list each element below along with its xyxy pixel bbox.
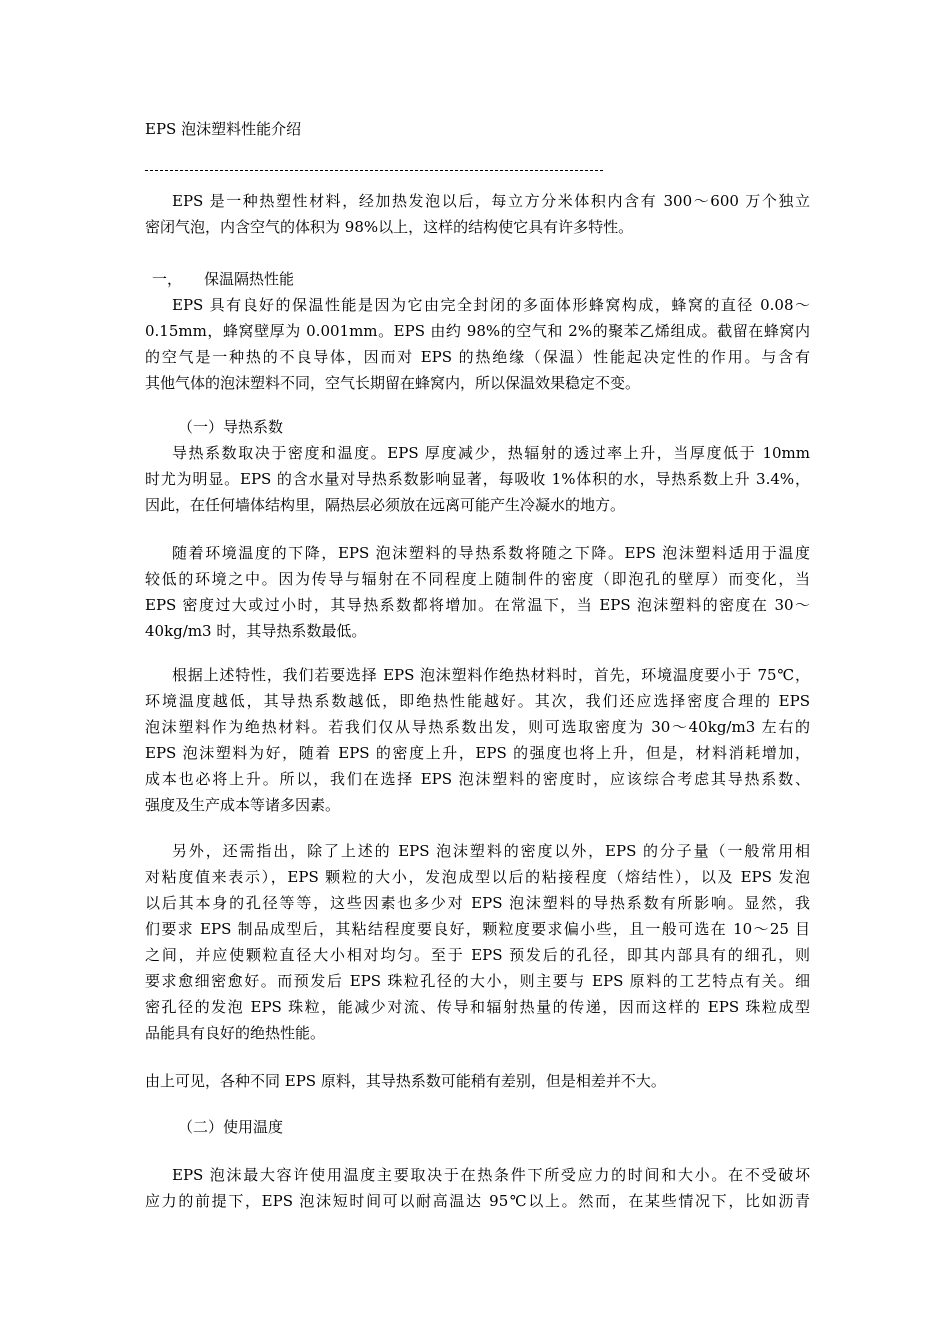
intro-line: EPS 是一种热塑性材料，经加热发泡以后，每立方分米体积内含有 300～600 万个独立 — [172, 192, 810, 210]
body-line: EPS 密度过大或过小时，其导热系数都将增加。在常温下，当 EPS 泡沫塑料的密度在 30～ — [145, 596, 810, 614]
section-heading: 保温隔热性能 — [204, 270, 295, 288]
body-line: 成本也必将上升。所以，我们在选择 EPS 泡沫塑料的密度时，应该综合考虑其导热系数、 — [145, 770, 810, 788]
subsection-heading: （二）使用温度 — [178, 1118, 284, 1136]
body-line: 时尤为明显。EPS 的含水量对导热系数影响显著，每吸收 1%体积的水，导热系数上升 3.4%， — [145, 470, 810, 488]
dashed-divider — [145, 170, 603, 171]
body-line: 根据上述特性，我们若要选择 EPS 泡沫塑料作绝热材料时，首先，环境温度要小于 75℃， — [172, 666, 810, 684]
body-line: 环境温度越低，其导热系数越低，即绝热性能越好。其次，我们还应选择密度合理的 EPS — [145, 692, 810, 710]
body-line: 由上可见，各种不同 EPS 原料，其导热系数可能稍有差别，但是相差并不大。 — [145, 1072, 666, 1090]
body-line: 其他气体的泡沫塑料不同，空气长期留在蜂窝内，所以保温效果稳定不变。 — [145, 374, 641, 392]
body-line: 以后其本身的孔径等等，这些因素也多少对 EPS 泡沫塑料的导热系数有所影响。显然，我 — [145, 894, 810, 912]
body-line: 的空气是一种热的不良导体，因而对 EPS 的热绝缘（保温）性能起决定性的作用。与含有 — [145, 348, 810, 366]
body-line: 强度及生产成本等诸多因素。 — [145, 796, 341, 814]
intro-line: 密闭气泡，内含空气的体积为 98%以上，这样的结构使它具有许多特性。 — [145, 218, 634, 236]
body-line: 对粘度值来表示），EPS 颗粒的大小，发泡成型以后的粘接程度（熔结性），以及 EPS 发泡 — [145, 868, 810, 886]
body-line: EPS 具有良好的保温性能是因为它由完全封闭的多面体形蜂窝构成，蜂窝的直径 0.08～ — [172, 296, 810, 314]
body-line: 品能具有良好的绝热性能。 — [145, 1024, 326, 1042]
body-line: 之间，并应使颗粒直径大小相对均匀。至于 EPS 预发后的孔径，即其内部具有的细孔，则 — [145, 946, 810, 964]
body-line: 应力的前提下，EPS 泡沫短时间可以耐高温达 95℃以上。然而，在某些情况下，比如沥青 — [145, 1192, 810, 1210]
body-line: 因此，在任何墙体结构里，隔热层必须放在远离可能产生冷凝水的地方。 — [145, 496, 626, 514]
body-line: EPS 泡沫塑料为好，随着 EPS 的密度上升，EPS 的强度也将上升，但是，材料消耗增加， — [145, 744, 810, 762]
subsection-heading: （一）导热系数 — [178, 418, 284, 436]
body-line: 较低的环境之中。因为传导与辐射在不同程度上随制件的密度（即泡孔的壁厚）而变化，当 — [145, 570, 810, 588]
body-line: 密孔径的发泡 EPS 珠粒，能减少对流、传导和辐射热量的传递，因而这样的 EPS 珠粒成型 — [145, 998, 810, 1016]
body-line: 导热系数取决于密度和温度。EPS 厚度减少，热辐射的透过率上升，当厚度低于 10mm — [172, 444, 810, 462]
body-line: 泡沫塑料作为绝热材料。若我们仅从导热系数出发，则可选取密度为 30～40kg/m3 左右的 — [145, 718, 810, 736]
body-line: 要求愈细密愈好。而预发后 EPS 珠粒孔径的大小，则主要与 EPS 原料的工艺特点有关。细 — [145, 972, 810, 990]
body-line: 们要求 EPS 制品成型后，其粘结程度要良好，颗粒度要求偏小些，且一般可选在 10～25 目 — [145, 920, 810, 938]
body-line: 40kg/m3 时，其导热系数最低。 — [145, 622, 367, 640]
body-line: 另外，还需指出，除了上述的 EPS 泡沫塑料的密度以外，EPS 的分子量（一般常用相 — [172, 842, 810, 860]
document-title: EPS 泡沫塑料性能介绍 — [145, 120, 302, 138]
section-number: 一， — [152, 270, 183, 288]
body-line: 0.15mm，蜂窝壁厚为 0.001mm。EPS 由约 98%的空气和 2%的聚苯乙烯组成。截留在蜂窝内 — [145, 322, 810, 340]
body-line: 随着环境温度的下降，EPS 泡沫塑料的导热系数将随之下降。EPS 泡沫塑料适用于温度 — [172, 544, 810, 562]
body-line: EPS 泡沫最大容许使用温度主要取决于在热条件下所受应力的时间和大小。在不受破坏 — [172, 1166, 810, 1184]
